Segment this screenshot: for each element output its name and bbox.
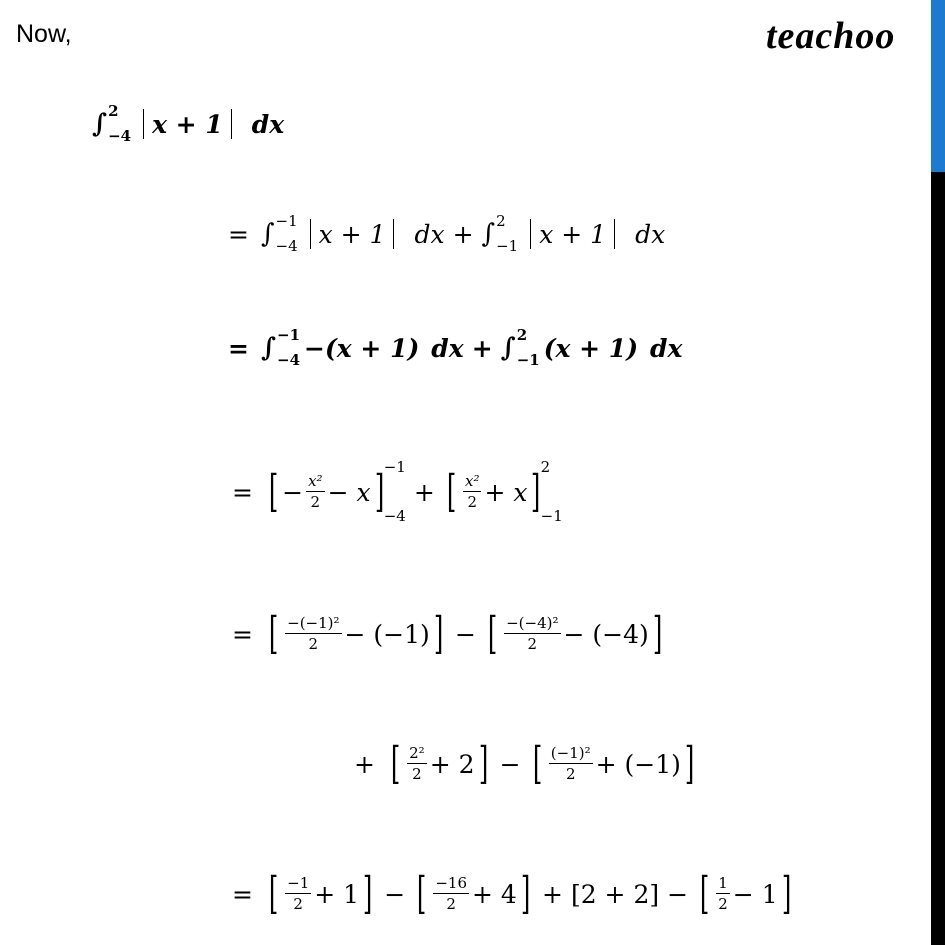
scroll-thumb[interactable] (931, 0, 945, 172)
integral-statement: ∫ 2 −4 x + 1 dx (92, 102, 285, 145)
step-simplify: = [ $\frac{-1}{2}$ + 1 ] − [ $\frac{-16}{2}$ + 4 ] + [2 + 2] − [ $\frac{1}{2}$ − 1 ] (232, 868, 791, 919)
teachoo-logo: teachoo (766, 15, 896, 57)
integral-sign: ∫ 2 −4 (92, 102, 132, 145)
step-antiderivative: = [ − $\frac{\text{x²}}{2}$ − x ] −1 −4 + [ $\frac{\text{x²}}{2}$ + x ] 2 −1 (232, 458, 563, 525)
heading-now: Now, (16, 20, 72, 48)
scrollbar[interactable] (931, 0, 945, 945)
step-substitute-2: + [ $\frac{\text{2²}}{2}$ + 2 ] − [ $\frac{\text{(−1)²}}{2}$ + (−1) ] (354, 738, 695, 789)
step-substitute-1: = [ $\frac{\text{−(−1)²}}{2}$ − (−1) ] − [ $\frac{\text{−(−4)²}}{2}$ − (−4) ] (232, 608, 663, 659)
step-split-integral: = ∫ −1 −4 x + 1 dx + ∫ 2 −1 x + 1 dx (228, 212, 666, 255)
integrand: x + 1 (152, 109, 223, 139)
step-remove-abs: = ∫ −1 −4 −(x + 1) dx + ∫ 2 −1 (x + 1) dx (228, 326, 683, 369)
